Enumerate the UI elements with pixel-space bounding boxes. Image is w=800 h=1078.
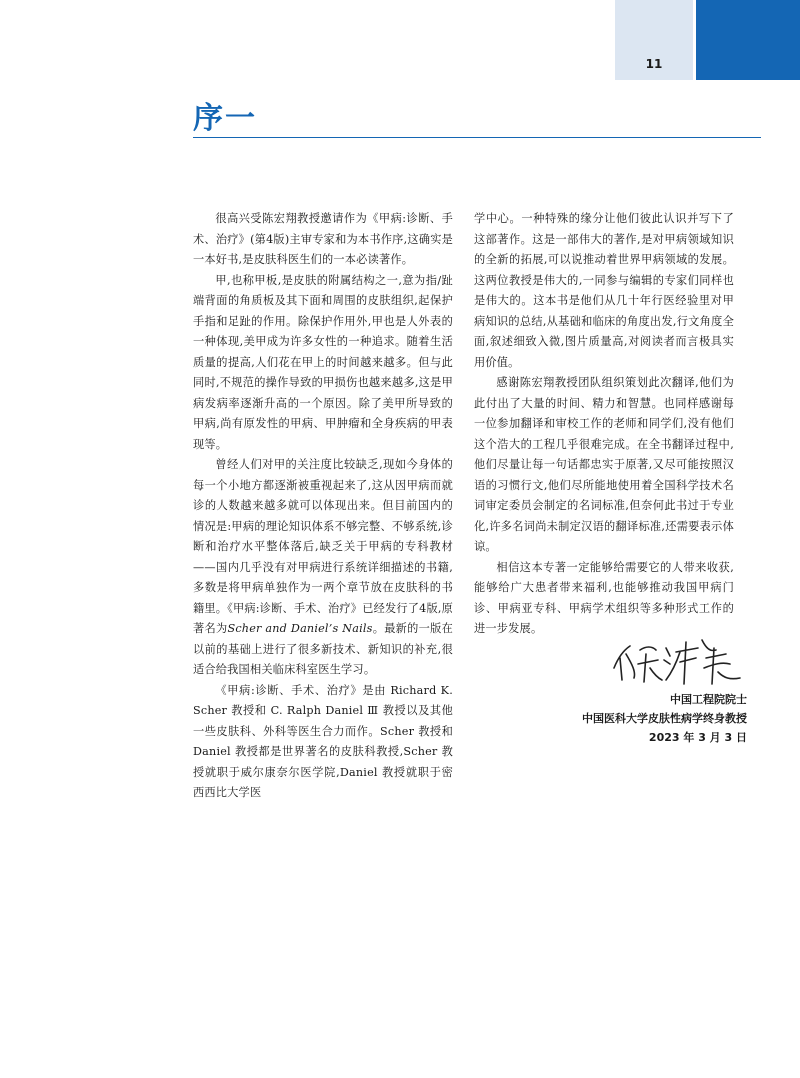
signature-date: 2023 年 3 月 3 日 <box>648 731 747 744</box>
book-title-italic: Scher and Daniel’s Nails <box>227 622 373 635</box>
page-number: 11 <box>645 57 663 71</box>
paragraph-text: 曾经人们对甲的关注度比较缺乏,现如今身体的每一个小地方都逐渐被重视起来了,这从因甲病而就诊的人数越来越多就可以体现出来。但目前国内的情况是:甲病的理论知识体系不够完整、不够系统,诊断和治疗水平整体落后,缺乏关于甲病的专科教材——国内几乎没有对甲病进行系统详细描述的书籍,多数是将甲病单独作为一两个章节放在皮肤科的书籍里。《甲病:诊断、手术、治疗》已经发行了4版,原著名为 <box>193 458 453 635</box>
signer-affiliation: 中国工程院院士 <box>670 693 747 706</box>
signature-block <box>520 690 747 747</box>
page-title: 序一 <box>193 101 257 136</box>
paragraph: 甲,也称甲板,是皮肤的附属结构之一,意为指/趾端背面的角质板及其下面和周围的皮肤组织,起保护手指和足趾的作用。除保护作用外,甲也是人外表的一种体现,美甲成为许多女性的一种追求。随着生活质量的提高,人们花在甲上的时间越来越多。但与此同时,不规范的操作导致的甲损伤也越来越多,这是甲病发病率逐渐升高的一个原因。除了美甲所导致的甲病,尚有原发性的甲病、甲肿瘤和全身疾病的甲表现等。 <box>193 273 453 451</box>
right-column <box>474 209 734 640</box>
paragraph-text: 。最新的一版在以前的基础上进行了很多新技术、新知识的补充,很适合给我国相关临床科室医生学习。 <box>193 622 453 676</box>
left-column <box>193 209 453 804</box>
paragraph: 学中心。一种特殊的缘分让他们彼此认识并写下了这部著作。这是一部伟大的著作,是对甲病领域知识的全新的拓展,可以说推动着世界甲病领域的发展。这两位教授是伟大的,一同参与编辑的专家们同样也是伟大的。这本书是他们从几十年行医经验里对甲病知识的总结,从基础和临床的角度出发,行文角度全面,叙述细致入微,图片质量高,对阅读者而言极具实用价值。 <box>474 212 734 369</box>
signer-title: 中国医科大学皮肤性病学终身教授 <box>582 712 747 725</box>
paragraph: 感谢陈宏翔教授团队组织策划此次翻译,他们为此付出了大量的时间、精力和智慧。也同样感谢每一位参加翻译和审校工作的老师和同学们,没有他们这个浩大的工程几乎很难完成。在全书翻译过程中,他们尽量让每一句话都忠实于原著,又尽可能按照汉语的习惯行文,他们尽所能地使用着全国科学技术名词审定委员会制定的名词标准,但奈何此书过于专业化,许多名词尚未制定汉语的翻译标准,还需要表示体谅。 <box>474 376 734 553</box>
paragraph: 很高兴受陈宏翔教授邀请作为《甲病:诊断、手术、治疗》(第4版)主审专家和为本书作序,这确实是一本好书,是皮肤科医生们的一本必读著作。 <box>193 212 453 266</box>
paragraph: 《甲病:诊断、手术、治疗》是由 Richard K. Scher 教授和 C. Ralph Daniel Ⅲ 教授以及其他一些皮肤科、外科等医生合力而作。Scher 教授和Daniel 教授都是世界著名的皮肤科教授,Scher 教授就职于威尔康奈尔医学院,Daniel 教授就职于密西西比大学医 <box>193 683 453 799</box>
paragraph: 相信这本专著一定能够给需要它的人带来收获,能够给广大患者带来福利,也能够推动我国甲病门诊、甲病亚专科、甲病学术组织等多种形式工作的进一步发展。 <box>474 560 734 635</box>
title-divider <box>193 137 761 138</box>
header-tab-dark <box>696 0 800 80</box>
paragraph <box>193 455 453 681</box>
handwritten-signature <box>606 628 746 688</box>
